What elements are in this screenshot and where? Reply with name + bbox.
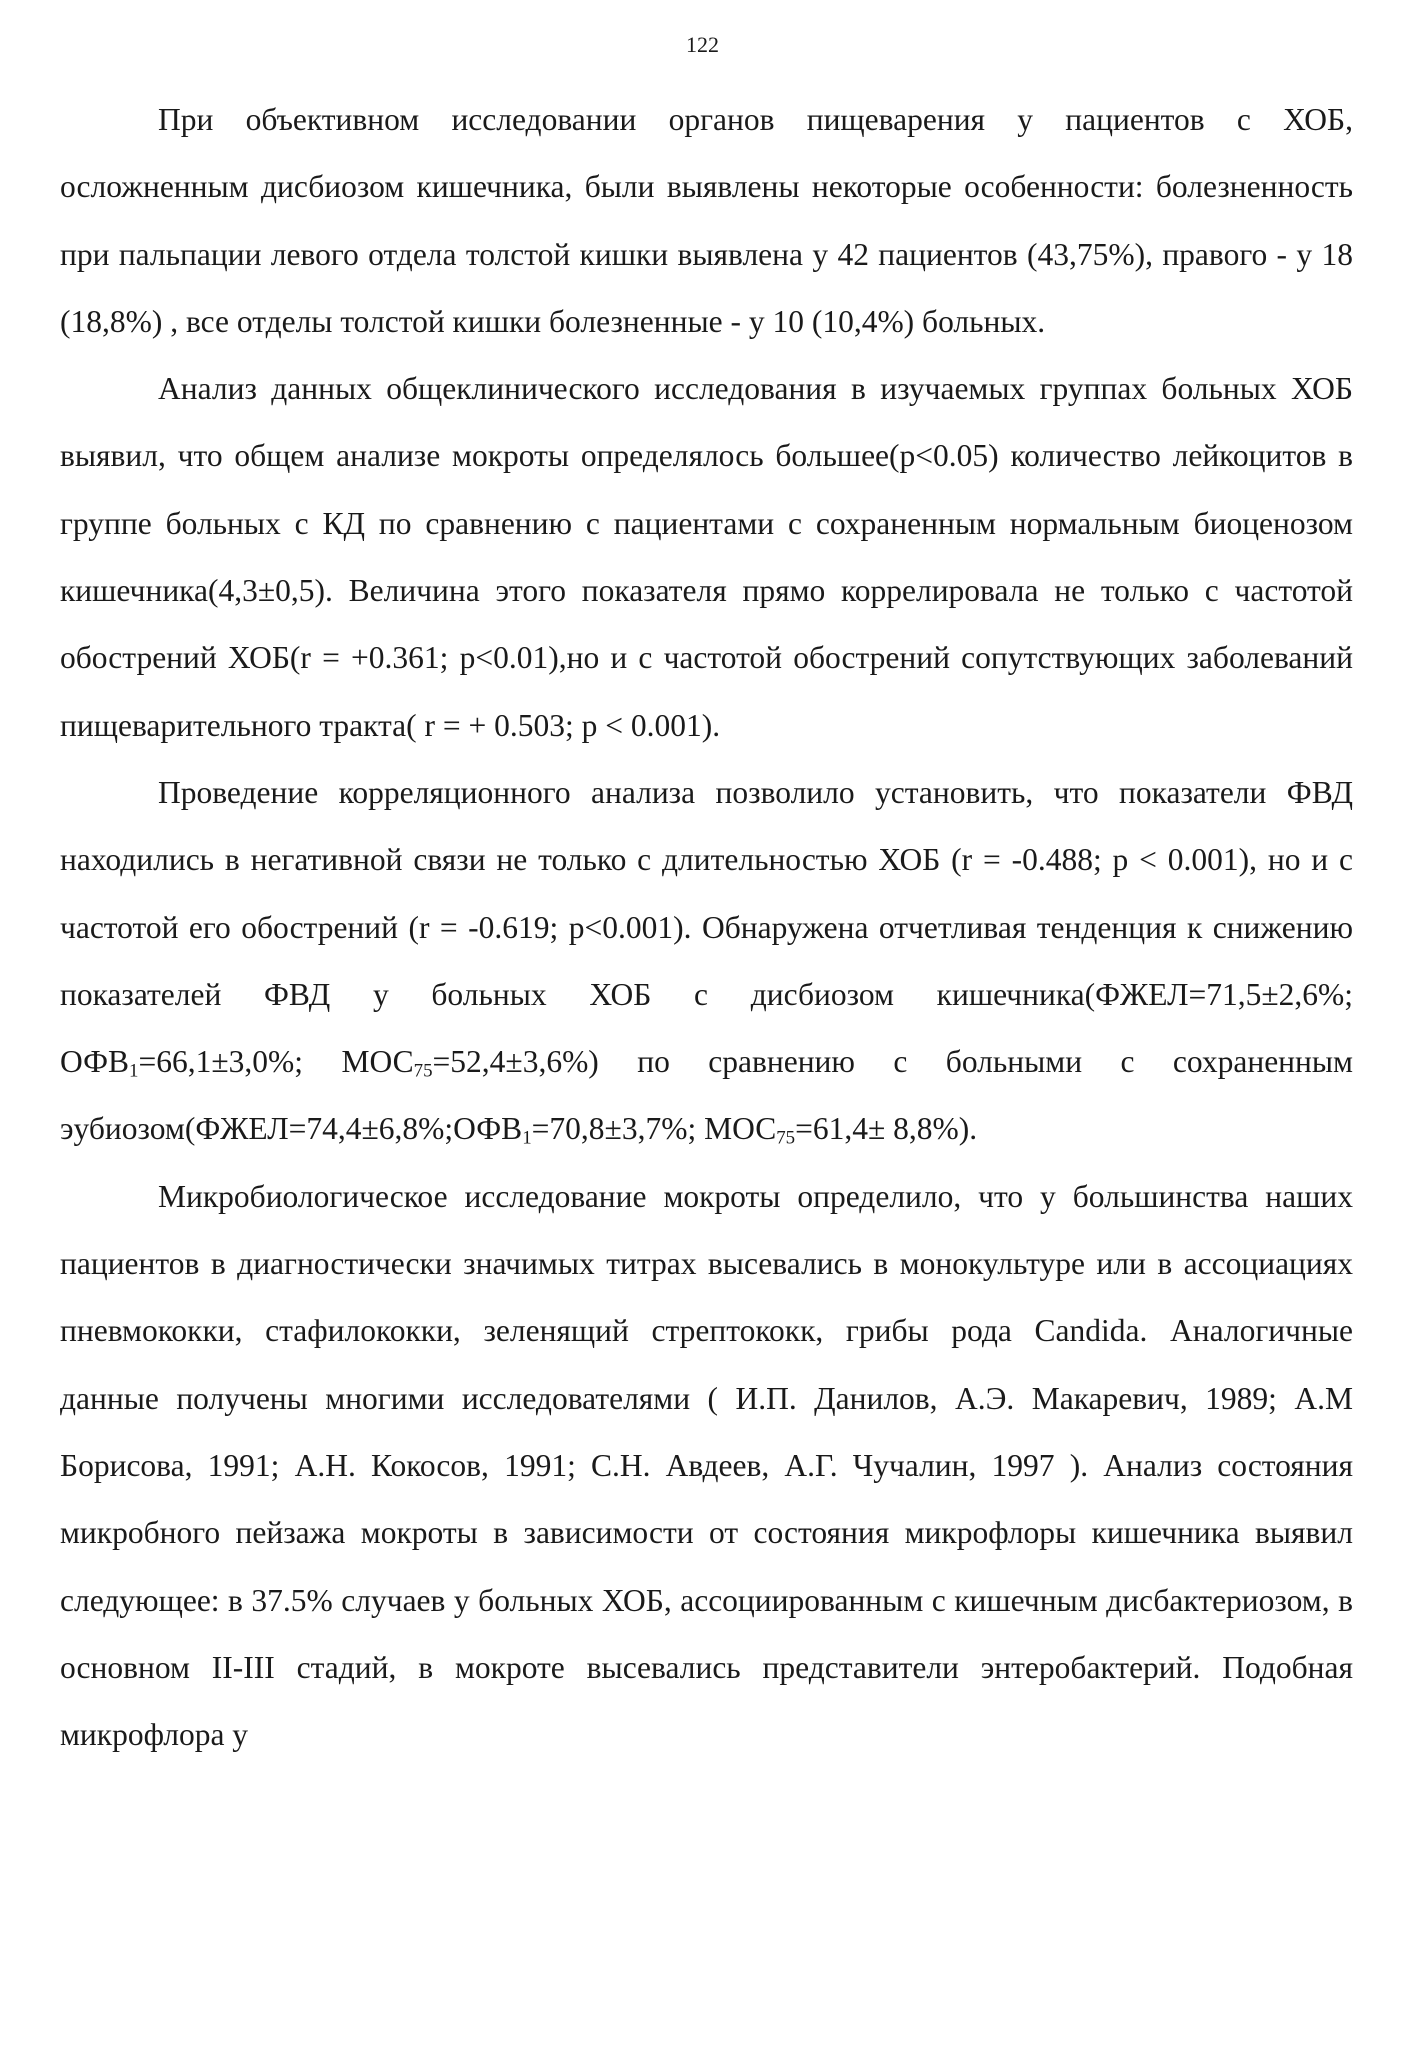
paragraph: [60, 1163, 1353, 1769]
text-run: =66,1±3,0%; МОС: [138, 1044, 414, 1080]
text-run: Анализ данных общеклинического исследования в изучаемых группах больных ХОБ выявил, что общем анализе мокроты определялось большее(р<0.05) количество лейкоцитов в группе больных с КД по сравнению с пациентами с сохраненным нормальным биоценозом кишечника(4,3±0,5). Величина этого показателя прямо коррелировала не только с частотой обострений ХОБ(r = +0.361; р<0.01),но и с частотой обострений сопутствующих заболеваний пищеварительного тракта( r = + 0.503; p < 0.001).: [60, 371, 1353, 743]
text-run: При объективном исследовании органов пищеварения у пациентов с ХОБ, осложненным дисбиозом кишечника, были выявлены некоторые особенности: болезненность при пальпации левого отдела толстой кишки выявлена у 42 пациентов (43,75%), правого - у 18 (18,8%) , все отделы толстой кишки болезненные - у 10 (10,4%) больных.: [60, 102, 1353, 339]
subscript: 1: [522, 1128, 532, 1150]
text-run: Микробиологическое исследование мокроты определило, что у большинства наших пациентов в диагностически значимых титрах высевались в монокультуре или в ассоциациях пневмококки, стафилококки, зеленящий стрептококк, грибы рода Candida. Аналогичные данные получены многими исследователями ( И.П. Данилов, А.Э. Макаревич, 1989; А.М Борисова, 1991; А.Н. Кокосов, 1991; С.Н. Авдеев, А.Г. Чучалин, 1997 ). Анализ состояния микробного пейзажа мокроты в зависимости от состояния микрофлоры кишечника выявил следующее: в 37.5% случаев у больных ХОБ, ассоциированным с кишечным дисбактериозом, в основном II-III стадий, в мокроте высевались представители энтеробактерий. Подобная микрофлора у: [60, 1178, 1353, 1753]
text-run: =61,4± 8,8%).: [795, 1111, 978, 1147]
page-number: 122: [686, 32, 719, 57]
subscript: 75: [413, 1060, 433, 1082]
subscript: 1: [129, 1060, 139, 1082]
subscript: 75: [776, 1128, 796, 1150]
text-run: =70,8±3,7%; МОС: [531, 1111, 777, 1147]
paragraph: [60, 355, 1353, 759]
body-text: [60, 86, 1353, 1768]
paragraph: [60, 86, 1353, 355]
text-run: =52,4±3,6%) по сравнению с больными с сохраненным эубиозом(ФЖЕЛ=74,4±6,8%;ОФВ: [60, 1044, 1353, 1147]
paragraph: [60, 759, 1353, 1163]
text-run: Проведение корреляционного анализа позволило установить, что показатели ФВД находились в негативной связи не только с длительностью ХОБ (r = -0.488; p < 0.001), но и с частотой его обострений (r = -0.619; p<0.001). Обнаружена отчетливая тенденция к снижению показателей ФВД у больных ХОБ с дисбиозом кишечника(ФЖЕЛ=71,5±2,6%; ОФВ: [60, 774, 1353, 1080]
